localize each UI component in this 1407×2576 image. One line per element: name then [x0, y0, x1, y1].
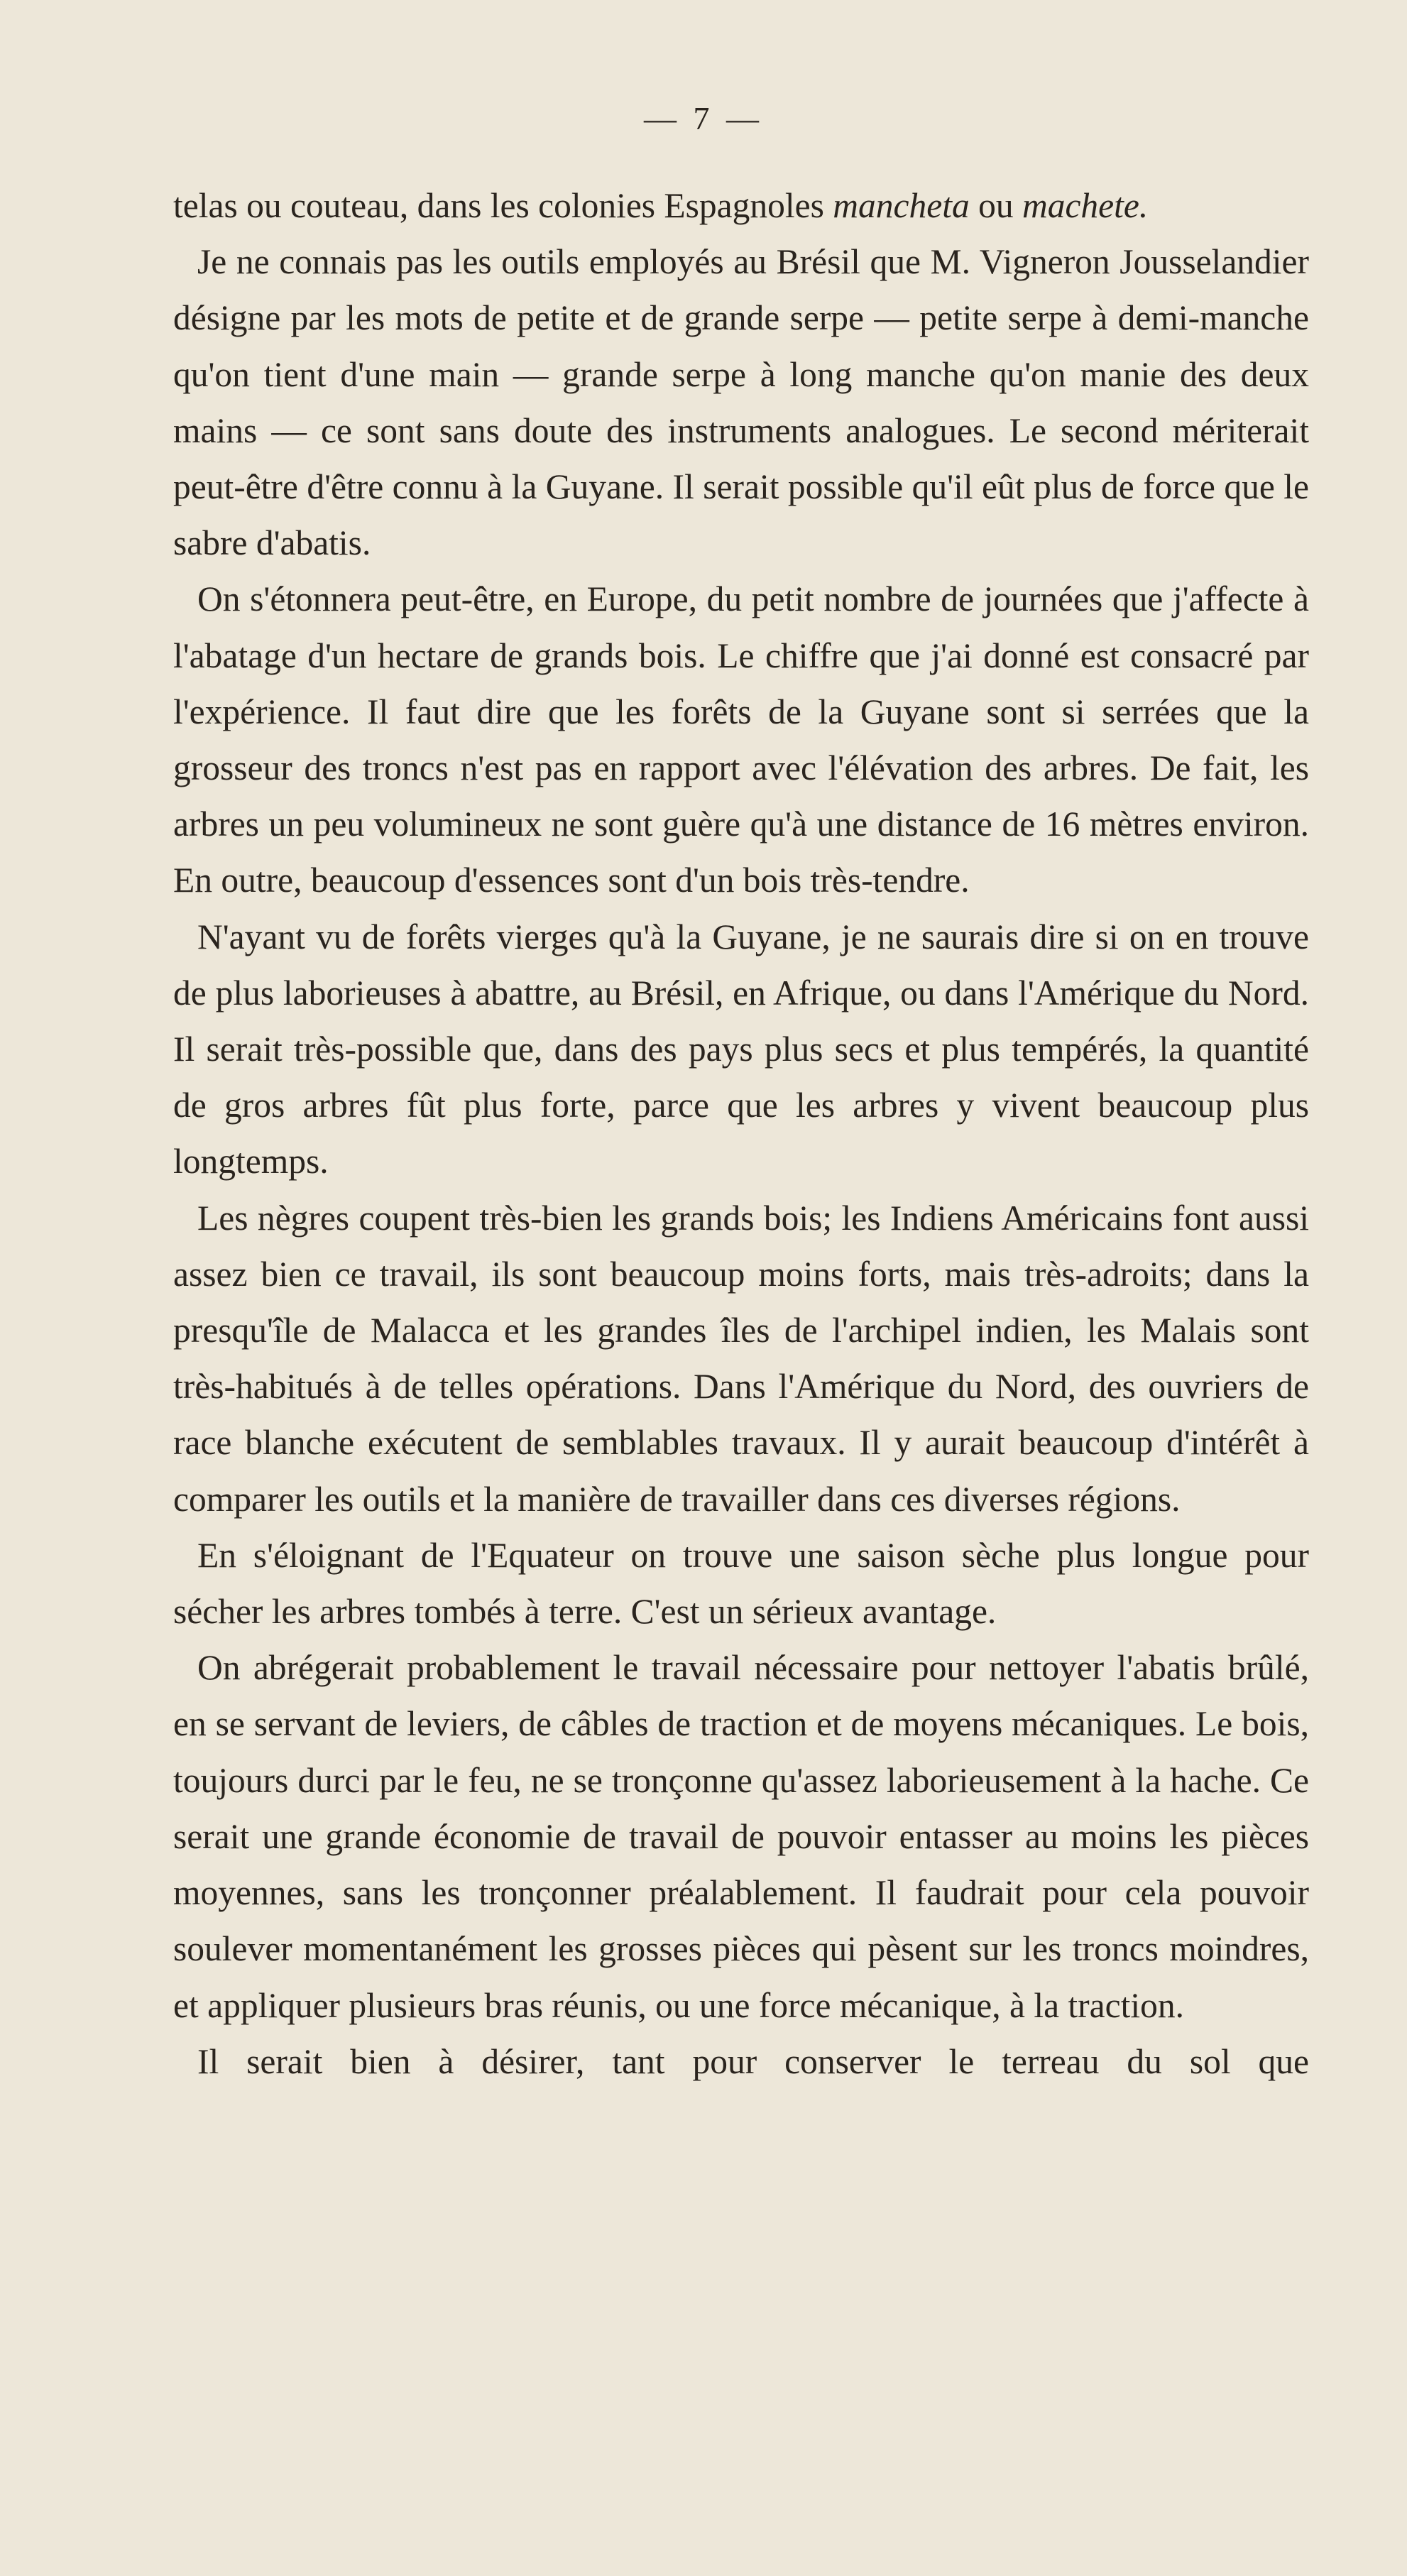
paragraph-outils-bresil: Je ne connais pas les outils employés au Brésil que M. Vigneron Jousselandier désigne par les mots de petite et de grande serpe — petite serpe à demi-manche qu'on tient d'une main — grande serpe à long manche qu'on manie des deux mains — ce sont sans doute des instruments analogues. Le second mériterait peut-être d'être connu à la Guyane. Il serait possible qu'il eût plus de force que le sabre d'abatis. [173, 242, 1309, 563]
paragraph-nettoyage-abatis: On abrégerait probablement le travail nécessaire pour nettoyer l'abatis brûlé, en se servant de leviers, de câbles de traction et de moyens mécaniques. Le bois, toujours durci par le feu, ne se tronçonne qu'assez laborieusement à la hache. Ce serait une grande économie de travail de pouvoir entasser au moins les pièces moyennes, sans les tronçonner préalablement. Il faudrait pour cela pouvoir soulever momentanément les grosses pièces qui pèsent sur les troncs moindres, et appliquer plusieurs bras réunis, ou une force mécanique, à la traction. [173, 1648, 1309, 2025]
paragraph-travailleurs: Les nègres coupent très-bien les grands bois; les Indiens Américains font aussi assez bien ce travail, ils sont beaucoup moins forts, mais très-adroits; dans la presqu'île de Malacca et les grandes îles de l'archipel indien, les Malais sont très-habitués à de telles opérations. Dans l'Amérique du Nord, des ouvriers de race blanche exécutent de semblables travaux. Il y aurait beaucoup d'intérêt à comparer les outils et la manière de travailler dans ces diverses régions. [173, 1198, 1309, 1519]
italic-term-mancheta: mancheta [833, 186, 970, 225]
paragraph-continuation [173, 178, 1309, 234]
paragraph-lead-text: telas ou couteau, dans les colonies Espagnoles [173, 186, 833, 225]
paragraph-connector-text: ou [969, 186, 1022, 225]
paragraph-journees-abatage: On s'étonnera peut-être, en Europe, du petit nombre de journées que j'affecte à l'abatage d'un hectare de grands bois. Le chiffre que j'ai donné est consacré par l'expérience. Il faut dire que les forêts de la Guyane sont si serrées que la grosseur des troncs n'est pas en rapport avec l'élévation des arbres. De fait, les arbres un peu volumineux ne sont guère qu'à une distance de 16 mètres environ. En outre, beaucoup d'essences sont d'un bois très-tendre. [173, 579, 1309, 900]
paragraph-terreau: Il serait bien à désirer, tant pour conserver le terreau du sol que [197, 2041, 1309, 2081]
paragraph-saison-seche: En s'éloignant de l'Equateur on trouve une saison sèche plus longue pour sécher les arbres tombés à terre. C'est un sérieux avantage. [173, 1535, 1309, 1632]
paragraph-forets-vierges: N'ayant vu de forêts vierges qu'à la Guyane, je ne saurais dire si on en trouve de plus laborieuses à abattre, au Brésil, en Afrique, ou dans l'Amérique du Nord. Il serait très-possible que, dans des pays plus secs et plus tempérés, la quantité de gros arbres fût plus forte, parce que les arbres y vivent beaucoup plus longtemps. [173, 917, 1309, 1181]
italic-term-machete: machete. [1022, 186, 1149, 225]
body-text [173, 178, 1309, 2090]
page-number: — 7 — [644, 100, 763, 136]
